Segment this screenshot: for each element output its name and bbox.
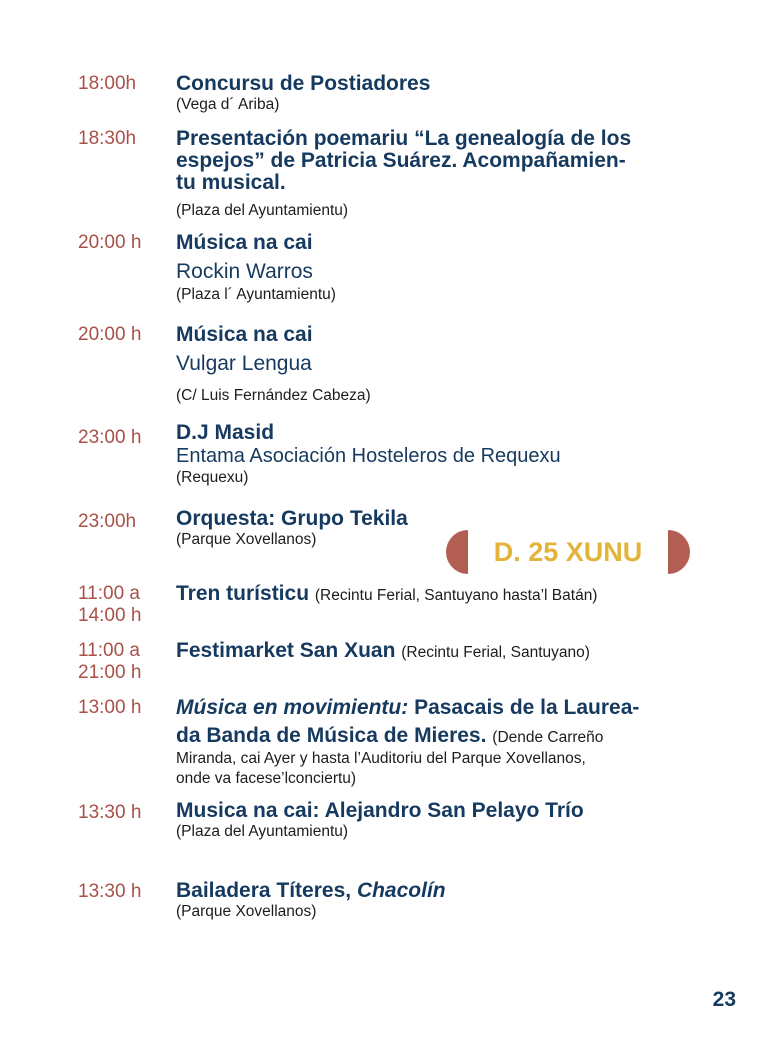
event-location: (Recintu Ferial, Santuyano) (401, 644, 590, 661)
event-title: Pasacais de la Laurea- (414, 696, 640, 719)
event-title: Tren turísticu (176, 582, 310, 605)
event-time: 23:00 h (78, 427, 142, 448)
event-title: Musica na cai: Alejandro San Pelayo Trío (176, 799, 584, 822)
event-subtitle: Rockin Warros (176, 260, 313, 283)
event-time-start: 11:00 a (78, 640, 140, 661)
event-time: 18:30h (78, 128, 137, 149)
event-time: 13:30 h (78, 881, 142, 902)
event-subtitle: Entama Asociación Hosteleros de Requexu (176, 445, 561, 467)
event-title: Orquesta: Grupo Tekila (176, 507, 408, 530)
event-time: 13:00 h (78, 697, 142, 718)
event-location: (Plaza l´ Ayuntamientu) (176, 286, 336, 303)
event-title: Festimarket San Xuan (176, 639, 396, 662)
event-location: (C/ Luis Fernández Cabeza) (176, 387, 371, 404)
event-title: Música na cai (176, 231, 313, 254)
date-banner (446, 530, 690, 574)
event-time (78, 640, 168, 684)
event-location: (Recintu Ferial, Santuyano hasta’l Batán) (314, 587, 598, 604)
date-banner-label: D. 25 XUNU (493, 537, 643, 567)
event-time-end: 14:00 h (78, 605, 142, 626)
event-title: Concursu de Postiadores (176, 72, 431, 95)
event-location-line: Miranda, cai Ayer y hasta l’Auditoriu del Parque Xovellanos, (176, 750, 586, 767)
event-title-line: espejos” de Patricia Suárez. Acompañamien- (176, 149, 626, 172)
event-time: 13:30 h (78, 802, 142, 823)
banner-right-cap (668, 530, 690, 574)
event-title: Música na cai (176, 323, 313, 346)
event-title: D.J Masid (176, 421, 275, 444)
event-title-italic: Música en movimientu: (176, 696, 409, 719)
event-location: (Dende Carreño (492, 729, 604, 746)
event-title-line: tu musical. (176, 171, 286, 194)
event-time: 23:00h (78, 511, 137, 532)
event-time: 20:00 h (78, 324, 142, 345)
page-number: 23 (712, 988, 736, 1011)
event-time: 20:00 h (78, 232, 142, 253)
event-time: 18:00h (78, 73, 137, 94)
event-location: (Requexu) (176, 469, 249, 486)
event-location: (Plaza del Ayuntamientu) (176, 823, 349, 840)
event-location-line: onde va facese’lconciertu) (176, 770, 357, 787)
banner-left-cap (446, 530, 468, 574)
event-time-end: 21:00 h (78, 662, 142, 683)
event-title: Bailadera Títeres, (176, 879, 352, 902)
event-subtitle: Vulgar Lengua (176, 352, 312, 375)
event-title-line: Presentación poemariu “La genealogía de los (176, 127, 632, 150)
event-time-start: 11:00 a (78, 583, 140, 604)
event-time (78, 583, 168, 627)
event-title-italic: Chacolín (356, 879, 446, 902)
event-location: (Vega d´ Ariba) (176, 96, 280, 113)
event-location: (Plaza del Ayuntamientu) (176, 202, 349, 219)
event-title-line: da Banda de Música de Mieres. (176, 724, 487, 747)
event-location: (Parque Xovellanos) (176, 903, 317, 920)
event-location: (Parque Xovellanos) (176, 531, 317, 548)
